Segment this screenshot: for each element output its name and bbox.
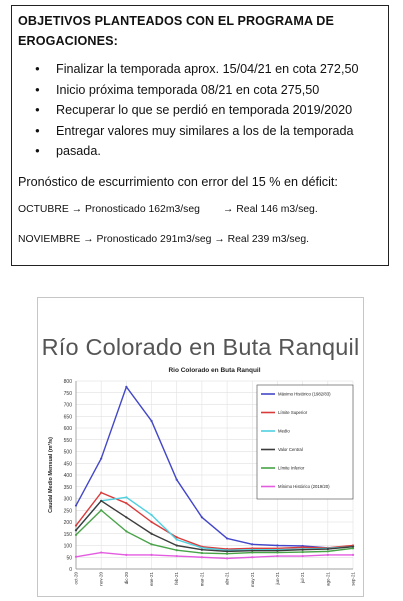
x-tick-label: ago-21 xyxy=(325,572,331,587)
x-tick-label: sep-21 xyxy=(350,572,356,586)
data-point xyxy=(276,551,278,553)
y-tick-label: 250 xyxy=(63,508,72,515)
legend-label: Máximo Histórico (1982/83) xyxy=(278,391,331,397)
data-point xyxy=(100,457,102,459)
data-point xyxy=(100,492,102,494)
objectives-heading-line1: OBJETIVOS PLANTEADOS CON EL PROGRAMA DE xyxy=(18,14,334,28)
data-point xyxy=(150,514,152,516)
y-tick-label: 750 xyxy=(63,390,72,397)
data-point xyxy=(125,530,127,532)
data-point xyxy=(176,479,178,481)
data-point xyxy=(176,549,178,551)
data-point xyxy=(75,534,77,536)
y-tick-label: 350 xyxy=(63,484,72,491)
legend-label: Medio xyxy=(278,428,290,434)
line-chart xyxy=(38,298,363,596)
data-point xyxy=(352,547,354,549)
data-point xyxy=(125,386,127,388)
y-tick-label: 800 xyxy=(63,379,72,385)
data-point xyxy=(201,547,203,549)
data-point xyxy=(327,548,329,550)
chart-frame xyxy=(37,297,364,597)
y-tick-label: 0 xyxy=(69,567,72,573)
x-tick-label: feb-21 xyxy=(174,572,180,585)
legend-label: Mínimo Histórico (2019/20) xyxy=(278,484,330,490)
data-point xyxy=(276,550,278,552)
objective-item: ● Finalizar la temporada aprox. 15/04/21 en cota 272,50 xyxy=(18,59,382,80)
data-point xyxy=(251,551,253,553)
data-point xyxy=(100,500,102,502)
objectives-list xyxy=(18,59,382,162)
y-tick-label: 650 xyxy=(63,414,72,421)
data-point xyxy=(75,524,77,526)
x-tick-label: jul-21 xyxy=(300,572,306,584)
legend-label: Límite Inferior xyxy=(278,465,305,471)
data-point xyxy=(150,521,152,523)
x-tick-label: nov-20 xyxy=(98,572,104,586)
data-point xyxy=(125,502,127,504)
data-point xyxy=(150,533,152,535)
data-point xyxy=(276,555,278,557)
data-point xyxy=(75,556,77,558)
data-point xyxy=(302,551,304,553)
data-point xyxy=(125,496,127,498)
data-point xyxy=(226,537,228,539)
data-point xyxy=(176,544,178,546)
data-point xyxy=(302,549,304,551)
series-line xyxy=(76,501,353,552)
october-forecast: OCTUBRE → Pronosticado 162m3/seg → Real 146 m3/seg. xyxy=(18,203,318,215)
data-point xyxy=(327,554,329,556)
data-point xyxy=(125,554,127,556)
y-tick-label: 500 xyxy=(63,449,72,456)
legend-box xyxy=(257,385,353,499)
legend-label: Límite Superior xyxy=(278,410,308,416)
y-tick-label: 550 xyxy=(63,437,72,444)
data-point xyxy=(352,554,354,556)
y-tick-label: 300 xyxy=(63,496,72,503)
data-point xyxy=(150,554,152,556)
data-point xyxy=(125,516,127,518)
data-point xyxy=(150,420,152,422)
data-point xyxy=(327,550,329,552)
data-point xyxy=(226,550,228,552)
forecast-text: Pronóstico de escurrimiento con error del 15 % en déficit: xyxy=(18,174,338,189)
objective-item: ● Inicio próxima temporada 08/21 en cota 275,50 xyxy=(18,80,382,101)
legend-label: Valor Central xyxy=(278,447,303,453)
y-tick-label: 400 xyxy=(63,473,72,479)
data-point xyxy=(201,552,203,554)
y-tick-label: 700 xyxy=(63,402,72,409)
series-line xyxy=(76,493,353,549)
x-tick-label: oct-20 xyxy=(73,572,79,585)
data-point xyxy=(75,529,77,531)
objective-item: ● Entregar valores muy similares a los de la temporada xyxy=(18,121,382,142)
data-point xyxy=(176,555,178,557)
x-tick-label: mar-21 xyxy=(199,572,205,587)
data-point xyxy=(100,551,102,553)
data-point xyxy=(75,504,77,506)
x-tick-label: jun-21 xyxy=(274,572,280,585)
y-tick-label: 200 xyxy=(63,520,72,526)
y-tick-label: 600 xyxy=(63,426,72,432)
data-point xyxy=(276,544,278,546)
objective-continuation-text: pasada. xyxy=(56,144,101,158)
data-point xyxy=(302,555,304,557)
y-tick-label: 100 xyxy=(63,543,72,550)
data-point xyxy=(251,556,253,558)
data-point xyxy=(201,516,203,518)
data-point xyxy=(251,543,253,545)
data-point xyxy=(201,556,203,558)
objectives-box xyxy=(11,5,389,266)
data-point xyxy=(226,557,228,559)
x-tick-label: dic-20 xyxy=(123,572,129,585)
y-tick-label: 50 xyxy=(66,555,72,562)
data-point xyxy=(251,550,253,552)
data-point xyxy=(226,553,228,555)
y-axis-label: Caudal Medio Mensual (m³/s) xyxy=(48,437,54,513)
objectives-heading-line2: EROGACIONES: xyxy=(18,34,118,48)
y-tick-label: 150 xyxy=(63,531,72,538)
y-tick-label: 450 xyxy=(63,461,72,468)
data-point xyxy=(201,549,203,551)
chart-subtitle: Rio Colorado en Buta Ranquil xyxy=(168,367,261,374)
data-point xyxy=(176,539,178,541)
x-tick-label: may-21 xyxy=(249,572,255,588)
november-forecast: NOVIEMBRE → Pronosticado 291m3/seg → Real 239 m3/seg. xyxy=(18,233,310,245)
chart-title: Río Colorado en Buta Ranquil xyxy=(41,334,360,360)
x-tick-label: abr-21 xyxy=(224,572,230,586)
objective-item: ● Recuperar lo que se perdió en temporada 2019/2020 xyxy=(18,100,382,121)
data-point xyxy=(100,509,102,511)
x-tick-label: ene-21 xyxy=(149,572,155,587)
objective-item-continuation xyxy=(18,141,382,162)
data-point xyxy=(150,543,152,545)
